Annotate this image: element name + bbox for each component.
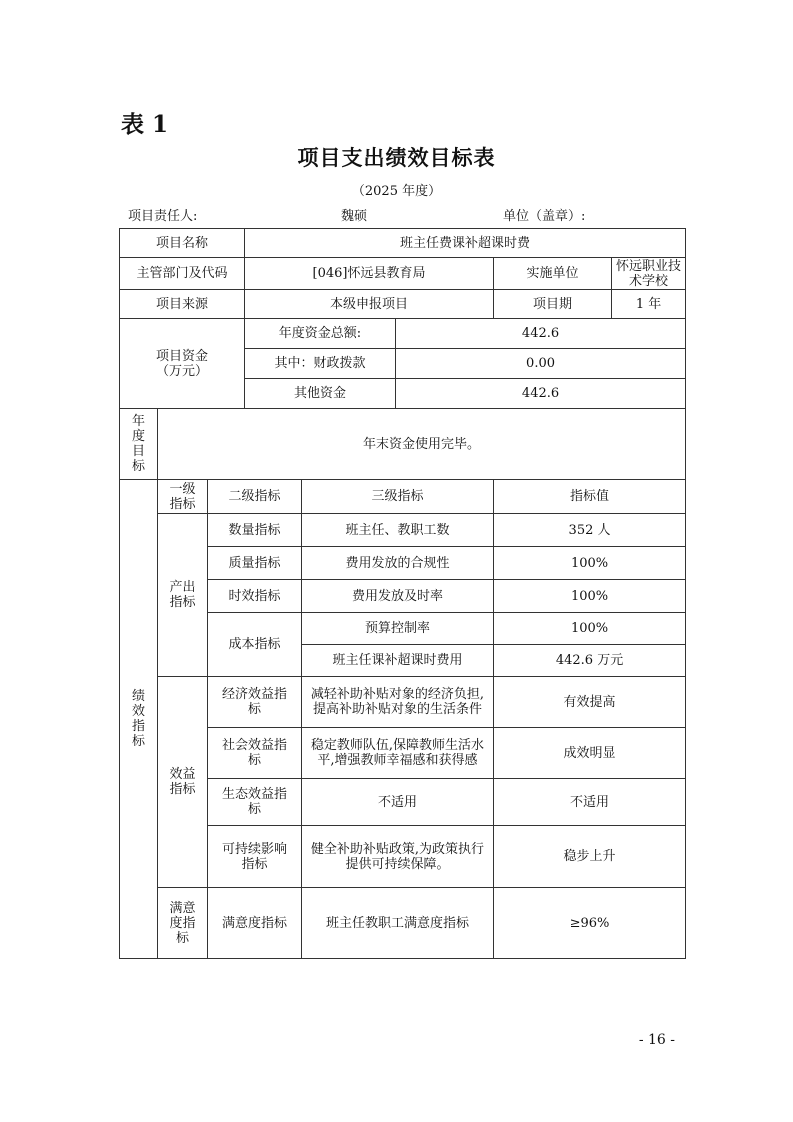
funds-label: 项目资金 （万元）	[120, 319, 245, 409]
benefit-indicator-label: 效益 指标	[158, 677, 208, 888]
col-level1: 一级 指标	[158, 480, 208, 514]
document-title: 项目支出绩效目标表	[297, 145, 496, 170]
output-indicator-label: 产出 指标	[158, 514, 208, 677]
indicator-level2: 质量指标	[208, 547, 302, 580]
impl-unit-label: 实施单位	[494, 258, 612, 290]
annual-goal-label: 年 度 目 标	[120, 409, 158, 480]
funds-other-value: 442.6	[396, 379, 686, 409]
col-level2: 二级指标	[208, 480, 302, 514]
col-level3: 三级指标	[302, 480, 494, 514]
dept-label: 主管部门及代码	[120, 258, 245, 290]
indicator-level2: 经济效益指 标	[208, 677, 302, 728]
indicator-level2: 社会效益指 标	[208, 728, 302, 779]
impl-unit-value: 怀远职业技术学校	[612, 258, 686, 290]
project-name-value: 班主任费课补超课时费	[245, 229, 686, 258]
indicator-level2: 可持续影响 指标	[208, 826, 302, 888]
indicator-level2: 数量指标	[208, 514, 302, 547]
period-label: 项目期	[494, 290, 612, 319]
dept-value: [046]怀远县教育局	[245, 258, 494, 290]
project-name-label: 项目名称	[120, 229, 245, 258]
indicator-value: 100%	[494, 613, 686, 645]
funds-total-label: 年度资金总额:	[245, 319, 396, 349]
satisfaction-indicator-label: 满意 度指 标	[158, 888, 208, 959]
unit-seal-label: 单位（盖章）:	[503, 209, 586, 224]
indicator-level3: 稳定教师队伍,保障教师生活水平,增强教师幸福感和获得感	[302, 728, 494, 779]
period-value: 1 年	[612, 290, 686, 319]
indicator-value: 352 人	[494, 514, 686, 547]
indicator-level2: 满意度指标	[208, 888, 302, 959]
annual-goal-text: 年末资金使用完毕。	[158, 409, 686, 480]
source-value: 本级申报项目	[245, 290, 494, 319]
indicator-level3: 费用发放的合规性	[302, 547, 494, 580]
source-label: 项目来源	[120, 290, 245, 319]
funds-fiscal-value: 0.00	[396, 349, 686, 379]
indicator-level2: 成本指标	[208, 613, 302, 677]
indicators-group-label: 绩 效 指 标	[120, 480, 158, 959]
indicator-value: ≥96%	[494, 888, 686, 959]
indicator-value: 100%	[494, 580, 686, 613]
indicator-level3: 班主任、教职工数	[302, 514, 494, 547]
responsible-person-name: 魏硕	[341, 209, 368, 224]
indicator-level3: 班主任教职工满意度指标	[302, 888, 494, 959]
indicator-level3: 不适用	[302, 779, 494, 826]
indicator-value: 成效明显	[494, 728, 686, 779]
funds-other-label: 其他资金	[245, 379, 396, 409]
table-label: 表 1	[121, 111, 169, 138]
responsible-person-label: 项目责任人:	[128, 209, 198, 224]
funds-fiscal-label: 其中：财政拨款	[245, 349, 396, 379]
performance-target-table	[119, 228, 686, 959]
document-year: （2025 年度）	[351, 184, 442, 199]
indicator-level3: 减轻补助补贴对象的经济负担,提高补助补贴对象的生活条件	[302, 677, 494, 728]
col-value: 指标值	[494, 480, 686, 514]
indicator-level3: 班主任课补超课时费用	[302, 645, 494, 677]
indicator-level2: 时效指标	[208, 580, 302, 613]
indicator-value: 442.6 万元	[494, 645, 686, 677]
page-number: - 16 -	[638, 1032, 675, 1048]
indicator-value: 稳步上升	[494, 826, 686, 888]
indicator-value: 100%	[494, 547, 686, 580]
indicator-level3: 预算控制率	[302, 613, 494, 645]
indicator-level3: 健全补助补贴政策,为政策执行提供可持续保障。	[302, 826, 494, 888]
indicator-value: 不适用	[494, 779, 686, 826]
indicator-value: 有效提高	[494, 677, 686, 728]
funds-total-value: 442.6	[396, 319, 686, 349]
indicator-level3: 费用发放及时率	[302, 580, 494, 613]
indicator-level2: 生态效益指 标	[208, 779, 302, 826]
